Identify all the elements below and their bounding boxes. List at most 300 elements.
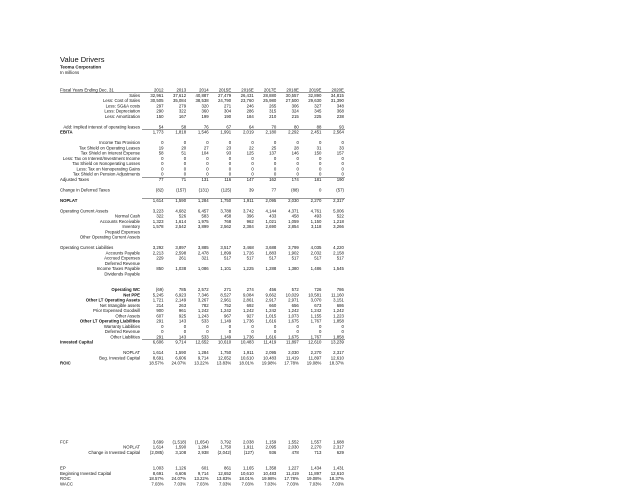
value-cell: 0	[273, 329, 277, 334]
value-cell: 2,213	[152, 250, 164, 256]
value-cell: 70	[271, 124, 277, 130]
value-cell: 263	[178, 302, 187, 308]
value-cell: 2,317	[333, 350, 344, 355]
value-cell: 0	[161, 161, 164, 166]
row-label: Other LT Operating Assets	[85, 297, 140, 303]
value-cell: 3,688	[265, 245, 277, 250]
value-cell: 936	[269, 449, 277, 455]
value-cell: (157)	[176, 187, 187, 193]
value-cell: 0	[183, 155, 187, 161]
year-header: 2020E	[331, 87, 344, 93]
value-cell: 0	[296, 166, 299, 172]
value-cell: 1,323	[152, 218, 164, 224]
value-cell: 2,038	[242, 439, 254, 445]
row-label: Accounts Receivable	[99, 218, 140, 224]
value-cell: 607	[156, 313, 164, 319]
value-cell: 5,006	[333, 208, 344, 214]
value-cell	[232, 271, 255, 276]
value-cell: 1,818	[165, 130, 188, 135]
value-cell: 768	[224, 218, 232, 224]
value-cell	[255, 271, 278, 276]
value-cell: 433	[269, 213, 277, 219]
value-cell: 0	[161, 171, 164, 177]
value-cell: 1,614	[152, 444, 164, 450]
value-cell: 2,158	[333, 250, 344, 256]
value-cell: 0	[251, 323, 254, 329]
value-cell: 7.03%	[219, 481, 232, 487]
value-cell	[300, 235, 323, 240]
value-cell: 601	[201, 465, 209, 471]
value-cell: 1,225	[242, 266, 254, 271]
value-cell: 0	[206, 329, 209, 334]
value-cell: 1,726	[242, 250, 254, 256]
row-label: Less: Amortization	[104, 113, 140, 119]
value-cell: 1,991	[210, 130, 233, 135]
value-cell: 1,614	[175, 218, 187, 224]
value-cell: 1,883	[265, 250, 277, 256]
value-cell: 493	[314, 213, 322, 219]
value-cell: 1,242	[288, 308, 299, 313]
value-cell: 1,750	[220, 444, 232, 450]
value-cell: 1,223	[333, 313, 344, 319]
value-cell: 76	[203, 124, 209, 130]
value-cell: 38,538	[195, 98, 209, 103]
value-cell: 2,598	[175, 250, 187, 256]
value-cell: 10,610	[240, 355, 254, 361]
value-cell: (88)	[291, 187, 299, 193]
value-cell: 10,483	[263, 355, 277, 361]
row-label: Change in Deferred Taxes	[60, 187, 110, 193]
value-cell: 1,126	[175, 465, 187, 471]
value-cell: 927	[246, 313, 254, 319]
value-cell: 1,773	[142, 130, 165, 135]
value-cell: 1,242	[333, 308, 344, 313]
value-cell: 0	[273, 166, 277, 172]
value-cell: 1,721	[152, 297, 164, 303]
value-cell: 19	[158, 145, 164, 151]
value-cell: 291	[156, 318, 164, 324]
row-label: Beginning Invested Capital	[60, 470, 112, 476]
value-cell: 0	[161, 140, 164, 145]
row-label: WACC	[60, 481, 73, 487]
value-cell: 1,021	[265, 218, 277, 224]
value-cell: 12,610	[300, 340, 323, 345]
value-cell: 24.07%	[171, 476, 187, 481]
value-cell: 320	[201, 103, 209, 109]
value-cell: 1,086	[197, 266, 209, 271]
row-label: Less: SG&A costs	[105, 103, 140, 109]
row-label: Net PPE	[123, 292, 140, 298]
value-cell: 517	[314, 255, 322, 261]
value-cell: 58	[158, 150, 164, 156]
row-label: Income Taxes Payable	[96, 266, 140, 271]
value-cell: 12,652	[218, 470, 232, 476]
value-cell: 93	[226, 150, 232, 156]
value-cell: 40,887	[195, 92, 209, 98]
value-cell: 3,108	[175, 449, 187, 455]
table-row	[60, 450, 345, 455]
value-cell: 0	[318, 187, 322, 193]
value-cell: (2,085)	[149, 449, 164, 455]
value-cell: 1,358	[265, 465, 277, 471]
value-cell	[187, 271, 210, 276]
value-cell: 137	[269, 150, 277, 156]
value-cell	[322, 235, 345, 240]
value-cell: 4,682	[175, 208, 187, 214]
value-cell: 2,032	[310, 250, 322, 256]
value-cell: 0	[206, 171, 209, 177]
value-cell: 18.57%	[148, 476, 164, 481]
value-cell: 77	[271, 187, 277, 193]
value-cell: 3,267	[197, 297, 209, 303]
value-cell: 10,581	[308, 292, 322, 298]
value-cell	[165, 271, 188, 276]
value-cell: 2,572	[197, 287, 209, 292]
value-cell: 533	[201, 318, 209, 324]
value-cell: 290	[156, 108, 164, 114]
value-cell: 660	[269, 302, 277, 308]
value-cell: 7.03%	[331, 481, 344, 487]
value-cell: 0	[228, 166, 232, 172]
table-row	[60, 198, 345, 203]
value-cell: 22	[248, 145, 254, 151]
value-cell: 13.22%	[194, 476, 209, 481]
value-cell: 67	[226, 124, 232, 130]
value-cell: 478	[291, 449, 299, 455]
value-cell: 150	[156, 113, 164, 119]
value-cell: (1,654)	[195, 439, 209, 445]
value-cell: 522	[336, 213, 344, 219]
value-cell: 396	[246, 213, 254, 219]
row-label: Add: Implied interest of operating leases	[63, 124, 140, 130]
value-cell: 962	[246, 218, 254, 224]
value-cell: (127)	[243, 449, 254, 455]
value-cell: 18.01%	[239, 476, 254, 481]
value-cell: 1,149	[220, 318, 232, 324]
value-cell: 2,270	[310, 350, 322, 355]
value-cell: 692	[246, 302, 254, 308]
value-cell	[142, 271, 165, 276]
value-cell: 2,451	[300, 130, 323, 135]
year-header: 2018E	[286, 87, 299, 93]
value-cell: 64	[248, 124, 254, 130]
value-cell: 11,160	[331, 292, 344, 298]
value-cell: 0	[318, 323, 322, 329]
table-row	[60, 114, 345, 119]
value-cell: 0	[273, 155, 277, 161]
value-cell	[187, 235, 210, 240]
value-cell: 3,792	[220, 439, 232, 445]
value-cell: 0	[206, 166, 209, 172]
year-header: 2017E	[263, 87, 277, 93]
value-cell: 0	[273, 323, 277, 329]
value-cell: 1,243	[197, 313, 209, 319]
value-cell: 18.01%	[239, 360, 254, 366]
row-label: Deferred Revenue	[104, 329, 140, 334]
value-cell: 2,938	[197, 449, 209, 455]
value-cell: 3,223	[152, 208, 164, 214]
value-cell: 2,917	[265, 297, 277, 303]
value-cell: 7,346	[197, 292, 209, 298]
value-cell: 13,239	[322, 340, 345, 345]
value-cell: 1,590	[165, 198, 188, 203]
value-cell: 900	[156, 308, 164, 313]
value-cell: 0	[251, 329, 254, 334]
value-cell: 2,854	[288, 224, 299, 229]
value-cell	[210, 271, 233, 276]
value-cell: (125)	[221, 187, 232, 193]
value-cell: 1,242	[310, 308, 322, 313]
row-label: ROIC	[60, 476, 71, 481]
value-cell: 9,084	[242, 292, 254, 298]
value-cell: 1,242	[197, 308, 209, 313]
value-cell: 583	[201, 213, 209, 219]
value-cell: 10,610	[240, 470, 254, 476]
value-cell: 20	[181, 145, 187, 151]
value-cell: 11,897	[308, 355, 322, 361]
value-cell: 265	[269, 103, 277, 109]
value-cell: 199	[201, 113, 209, 119]
value-cell: 19.98%	[261, 360, 277, 366]
value-cell: 93	[339, 124, 344, 130]
value-cell: 27,500	[285, 98, 299, 103]
row-label: Dividends Payable	[104, 271, 140, 277]
value-cell: 3,699	[152, 439, 164, 445]
year-header: 2016E	[241, 87, 254, 93]
value-cell: 3,118	[310, 224, 322, 229]
table-row	[60, 361, 345, 366]
value-cell: 1,767	[310, 318, 322, 324]
row-label: Other Assets	[115, 313, 140, 319]
value-cell: 77	[142, 177, 165, 182]
value-cell: 10,483	[263, 470, 277, 476]
value-cell: 31,390	[330, 98, 344, 103]
value-cell: 7.03%	[309, 481, 322, 487]
value-cell: 4,035	[310, 245, 322, 250]
value-cell: 9,714	[197, 355, 209, 361]
year-header: 2014	[199, 87, 209, 93]
value-cell: 12,610	[330, 355, 344, 361]
value-cell: 3,468	[242, 245, 254, 250]
value-cell: 0	[341, 161, 344, 166]
value-cell: 167	[178, 113, 187, 119]
value-cell: 35,084	[172, 98, 187, 103]
value-cell: 967	[224, 313, 232, 319]
value-cell: 345	[314, 108, 322, 114]
value-cell: 1,902	[288, 250, 299, 256]
value-cell: 31	[316, 145, 322, 151]
value-cell: 0	[183, 166, 187, 172]
value-cell: 360	[201, 108, 209, 114]
value-cell: 214	[156, 302, 164, 308]
value-cell: 6,923	[175, 292, 187, 298]
row-label: NOPLAT	[123, 350, 140, 355]
value-cell: 0	[296, 140, 299, 145]
value-cell: 181	[300, 177, 323, 182]
value-cell: 0	[161, 329, 164, 334]
value-cell: 3,799	[288, 245, 299, 250]
value-cell: 533	[201, 334, 209, 340]
value-cell: 0	[206, 155, 209, 161]
value-cell: 12,652	[218, 355, 232, 361]
value-cell: 1,675	[288, 318, 299, 324]
row-label: Other Liabilities	[110, 334, 140, 340]
value-cell: 0	[318, 171, 322, 177]
value-cell	[255, 235, 278, 240]
value-cell: 1,218	[333, 218, 344, 224]
value-cell	[322, 271, 345, 276]
value-cell: 225	[314, 113, 322, 119]
value-cell: 11,419	[286, 355, 299, 361]
value-cell: 1,101	[220, 266, 232, 271]
value-cell: 0	[318, 155, 322, 161]
value-cell: 1,614	[152, 350, 164, 355]
year-header: 2019E	[308, 87, 322, 93]
value-cell: 2,478	[197, 250, 209, 256]
row-label: Less: Tax on Nonoperating Gains	[76, 166, 140, 172]
value-cell: 2,317	[322, 198, 345, 203]
value-cell: 458	[291, 213, 299, 219]
value-cell: 0	[318, 161, 322, 166]
company-name: Teoma Corporation	[60, 64, 102, 70]
value-cell: (2,042)	[217, 449, 232, 455]
value-cell: 3,742	[242, 208, 254, 214]
value-cell: 0	[251, 166, 254, 172]
value-cell: 17.78%	[284, 476, 299, 481]
value-cell: 0	[228, 155, 232, 161]
value-cell: 1,614	[142, 198, 165, 203]
value-cell: 3,885	[197, 245, 209, 250]
value-cell: 1,616	[265, 318, 277, 324]
value-cell: 1,434	[310, 465, 322, 471]
value-cell: 517	[336, 255, 344, 261]
value-cell: 80	[294, 124, 299, 130]
value-cell: 2,149	[175, 297, 187, 303]
value-cell: 3,788	[220, 208, 232, 214]
value-cell: 1,736	[242, 318, 254, 324]
value-cell	[142, 235, 165, 240]
value-cell: 11,897	[277, 340, 300, 345]
value-cell: 125	[246, 150, 254, 156]
value-cell: 1,858	[333, 334, 344, 340]
value-cell: (69)	[155, 287, 164, 292]
value-cell: 10,029	[285, 292, 299, 298]
value-cell: 4,220	[333, 245, 344, 250]
header-label: Fiscal Years Ending Dec. 31	[60, 87, 114, 93]
value-cell: 752	[224, 302, 232, 308]
value-cell: 19.08%	[306, 360, 322, 366]
value-cell: 1,284	[197, 350, 209, 355]
value-cell: 1,590	[175, 444, 187, 450]
value-cell: 1,975	[197, 218, 209, 224]
value-cell: 23,760	[240, 98, 254, 103]
value-cell: 1,675	[288, 334, 299, 340]
value-cell: 143	[178, 334, 187, 340]
value-cell: 629	[336, 449, 344, 455]
value-cell: 2,270	[300, 198, 323, 203]
value-cell: 2,971	[288, 297, 299, 303]
value-cell: 1,616	[265, 334, 277, 340]
value-cell: 39	[248, 187, 254, 193]
value-cell: 26,431	[240, 92, 254, 98]
value-cell: 1,242	[265, 308, 277, 313]
value-cell: 526	[178, 213, 187, 219]
value-cell: 25	[271, 145, 277, 151]
value-cell: 190	[224, 113, 232, 119]
value-cell: 2,861	[242, 297, 254, 303]
value-cell: 1,557	[310, 439, 322, 445]
value-cell: 0	[273, 171, 277, 177]
value-cell: 0	[341, 323, 344, 329]
value-cell: 0	[296, 323, 299, 329]
value-cell: 1,546	[187, 130, 210, 135]
value-cell: 850	[156, 266, 164, 271]
value-cell: 88	[316, 124, 322, 130]
year-header: 2012	[153, 87, 164, 93]
row-label: Prepaid Expenses	[105, 229, 140, 235]
value-cell: 51	[181, 150, 187, 156]
value-cell: 11,419	[286, 470, 299, 476]
value-cell: 1,380	[288, 266, 299, 271]
value-cell: 2,562	[220, 224, 232, 229]
value-cell	[165, 235, 188, 240]
value-cell	[300, 271, 323, 276]
row-label: Inventory	[122, 224, 140, 229]
value-cell: 1,431	[333, 465, 344, 471]
value-cell: 147	[232, 177, 255, 182]
value-cell: 3,292	[152, 245, 164, 250]
value-cell: 13.83%	[216, 476, 232, 481]
value-cell: 1,552	[288, 439, 299, 445]
value-cell: 1,736	[242, 334, 254, 340]
value-cell: 1,159	[265, 439, 277, 445]
row-label: Change in Invested Capital	[88, 449, 140, 455]
value-cell: 6,606	[175, 355, 187, 361]
value-cell: 13.22%	[194, 360, 209, 366]
value-cell: 174	[277, 177, 300, 182]
value-cell: 12,652	[187, 340, 210, 345]
table-row	[60, 235, 345, 240]
value-cell: 925	[178, 313, 187, 319]
row-label: Warranty Liabilities	[103, 323, 140, 329]
value-cell: 6,457	[197, 208, 209, 214]
value-cell: 1,227	[288, 465, 299, 471]
value-cell: 0	[296, 155, 299, 161]
value-cell: 7.03%	[173, 481, 187, 487]
row-label: Less: Depreciation	[104, 108, 140, 114]
value-cell: 3,070	[310, 297, 322, 303]
value-cell: 0	[273, 140, 277, 145]
value-cell: 13.83%	[216, 360, 232, 366]
value-cell: 0	[341, 166, 344, 172]
row-label: Accounts Payable	[105, 250, 140, 256]
value-cell: 713	[314, 449, 322, 455]
value-cell: 2,564	[322, 130, 345, 135]
value-cell: 146	[291, 150, 299, 156]
value-cell: 8,691	[152, 470, 164, 476]
value-cell: 1,590	[175, 350, 187, 355]
value-cell: 2,292	[277, 130, 300, 135]
row-label: Operating WC	[111, 287, 140, 292]
value-cell: 1,911	[243, 444, 254, 450]
value-cell: 1,150	[310, 218, 322, 224]
value-cell: 238	[336, 113, 344, 119]
page-title: Value Drivers	[60, 55, 105, 64]
value-cell: 143	[178, 318, 187, 324]
value-cell	[277, 271, 300, 276]
value-cell: 271	[224, 287, 232, 292]
value-cell: 215	[291, 113, 299, 119]
